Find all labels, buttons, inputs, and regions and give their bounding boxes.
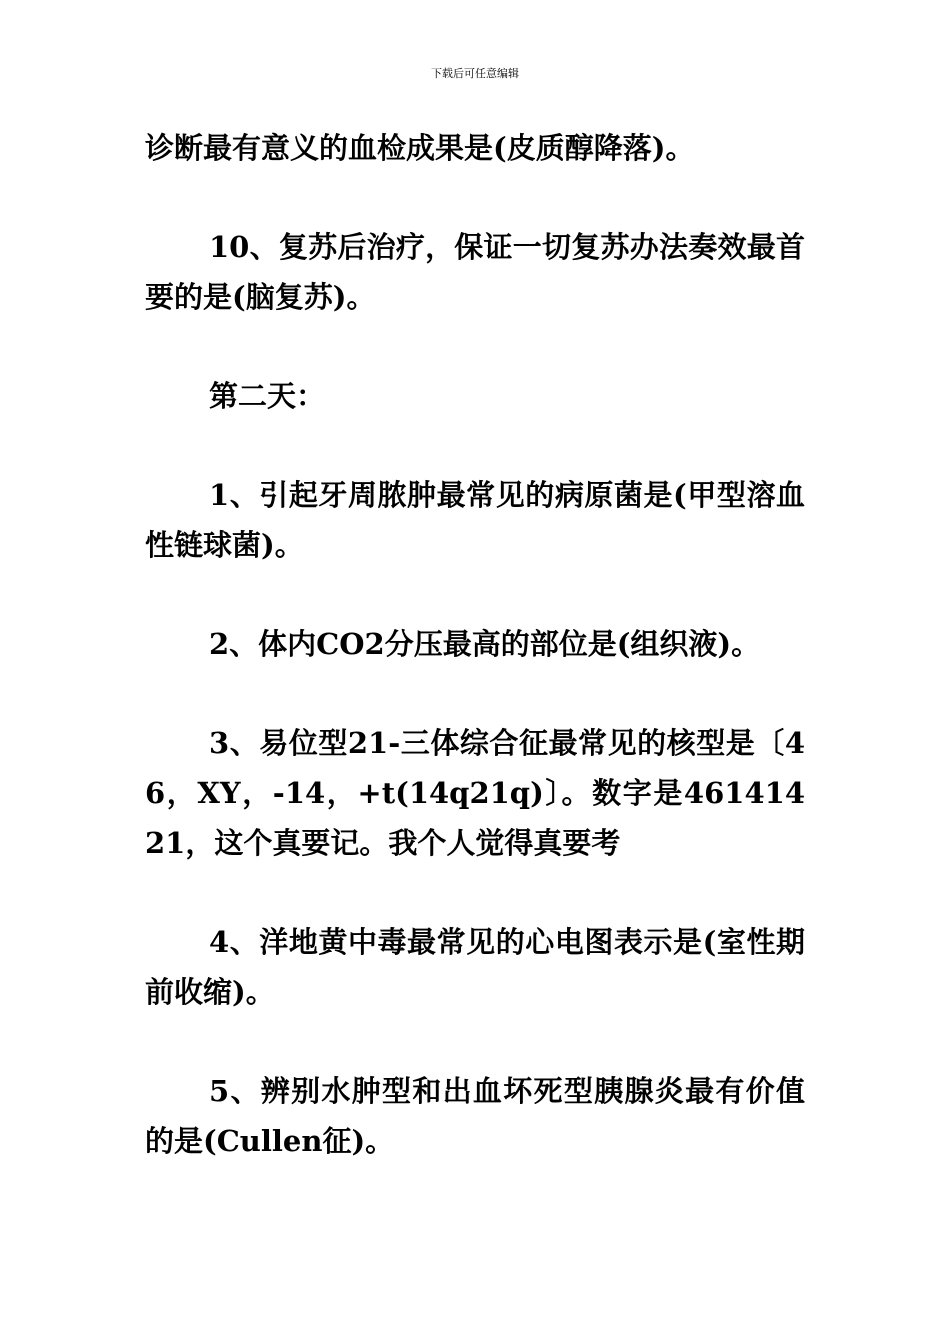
paragraph-item-10: 10、复苏后治疗，保证一切复苏办法奏效最首要的是(脑复苏)。	[145, 230, 805, 314]
page-header: 下载后可任意编辑	[431, 67, 519, 80]
paragraph-item-4: 4、洋地黄中毒最常见的心电图表示是(室性期前收缩)。	[145, 925, 805, 1009]
paragraph-item-1: 1、引起牙周脓肿最常见的病原菌是(甲型溶血性链球菌)。	[145, 478, 805, 562]
document-body	[145, 123, 805, 1166]
paragraph-item-5: 5、辨别水肿型和出血坏死型胰腺炎最有价值的是(Cullen征)。	[145, 1074, 805, 1158]
paragraph-day-two-heading: 第二天：	[209, 379, 326, 413]
paragraph-diagnosis-result: 诊断最有意义的血检成果是(皮质醇降落)。	[145, 131, 695, 165]
paragraph-item-2: 2、体内CO2分压最高的部位是(组织液)。	[209, 627, 761, 661]
paragraph-item-3: 3、易位型21-三体综合征最常见的核型是〔46，XY，-14，+t(14q21q)〕。数字是46141421，这个真要记。我个人觉得真要考	[145, 726, 805, 860]
